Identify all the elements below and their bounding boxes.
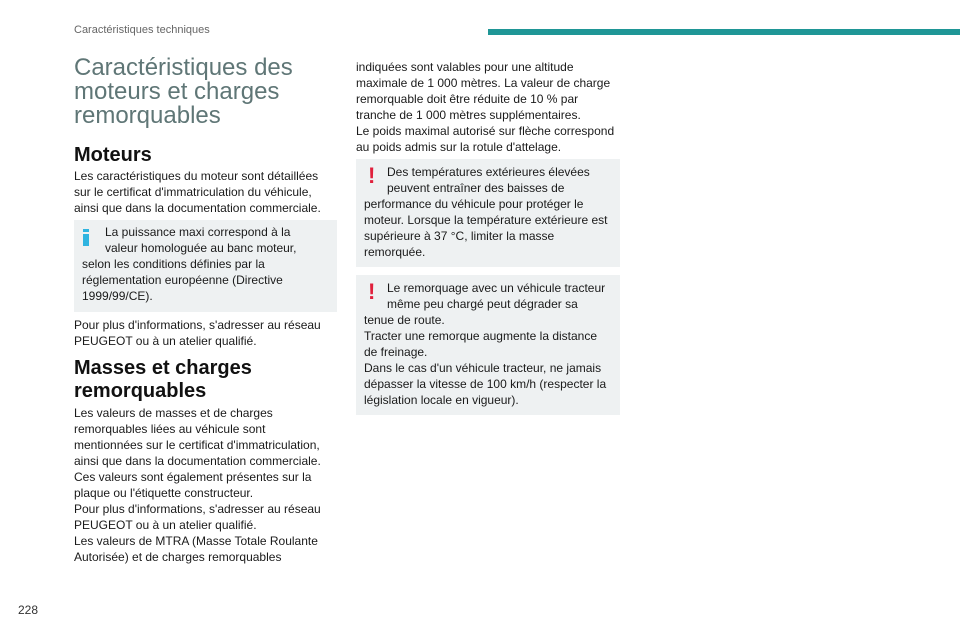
text-line: Le poids maximal autorisé sur flèche correspond [356, 124, 615, 138]
text-line: sur le certificat d'immatriculation du véhicule, [74, 185, 312, 199]
text-line: ainsi que dans la documentation commerciale. [74, 454, 321, 468]
text-line: performance du véhicule pour protéger le [364, 197, 584, 211]
text-line: dépasser la vitesse de 100 km/h (respecter la [364, 377, 607, 391]
text-line: La puissance maxi correspond à la [105, 225, 291, 239]
header-accent-bar [488, 29, 960, 35]
warning-icon: ! [368, 163, 376, 188]
heading-line: Masses et charges [74, 357, 252, 379]
text-line: ainsi que dans la documentation commerciale. [74, 201, 321, 215]
text-line: PEUGEOT ou à un atelier qualifié. [74, 518, 257, 532]
text-line: remorquables liées au véhicule sont [74, 422, 266, 436]
text-line: au poids admis sur la rotule d'attelage. [356, 140, 562, 154]
text-line: même peu chargé peut dégrader sa [387, 297, 578, 311]
text-line: moteur. Lorsque la température extérieure est [364, 213, 608, 227]
warning-box-towing [356, 275, 620, 415]
heading-moteurs: Moteurs [74, 144, 152, 166]
running-header: Caractéristiques techniques [74, 24, 210, 36]
moteurs-paragraph [74, 168, 321, 216]
text-line: Pour plus d'informations, s'adresser au réseau [74, 318, 321, 332]
text-line: Des températures extérieures élevées [387, 165, 590, 179]
heading-masses [74, 357, 252, 403]
text-line: PEUGEOT ou à un atelier qualifié. [74, 334, 257, 348]
heading-line: remorquables [74, 380, 207, 402]
text-line: tranche de 1 000 mètres supplémentaires. [356, 108, 581, 122]
page-number: 228 [18, 603, 39, 617]
text-line: Le remorquage avec un véhicule tracteur [387, 281, 606, 295]
text-line: plaque ou l'étiquette constructeur. [74, 486, 254, 500]
text-line: selon les conditions définies par la [82, 257, 265, 271]
text-line: Tracter une remorque augmente la distance [364, 329, 598, 343]
title-line: remorquables [74, 102, 221, 129]
page-title [74, 56, 334, 128]
text-line: de freinage. [364, 345, 428, 359]
text-line: Les valeurs de masses et de charges [74, 406, 273, 420]
moteurs-paragraph-2 [74, 317, 321, 349]
text-line: remorquée. [364, 245, 426, 259]
text-line: Autorisée) et de charges remorquables [74, 550, 282, 564]
text-line: Dans le cas d'un véhicule tracteur, ne jamais [364, 361, 602, 375]
masses-paragraph [74, 405, 321, 565]
text-line: peuvent entraîner des baisses de [387, 181, 565, 195]
text-line: remorquable doit être réduite de 10 % par [356, 92, 579, 106]
text-line: Les caractéristiques du moteur sont détaillées [74, 169, 319, 183]
warning-icon: ! [368, 279, 376, 304]
title-line: Caractéristiques des [74, 54, 293, 81]
text-line: Ces valeurs sont également présentes sur la [74, 470, 312, 484]
text-line: mentionnées sur le certificat d'immatriculation, [74, 438, 320, 452]
title-line: moteurs et charges [74, 78, 280, 105]
text-line: tenue de route. [364, 313, 445, 327]
masses-paragraph-continued [356, 59, 614, 155]
text-line: valeur homologuée au banc moteur, [105, 241, 297, 255]
text-line: législation locale en vigueur). [364, 393, 519, 407]
warning-box-temperature [356, 159, 620, 267]
info-box [74, 220, 337, 312]
text-line: 1999/99/CE). [82, 289, 153, 303]
text-line: maximale de 1 000 mètres. La valeur de charge [356, 76, 611, 90]
text-line: supérieure à 37 °C, limiter la masse [364, 229, 555, 243]
text-line: réglementation européenne (Directive [82, 273, 283, 287]
text-line: Les valeurs de MTRA (Masse Totale Roulante [74, 534, 318, 548]
info-icon [83, 229, 89, 246]
text-line: indiquées sont valables pour une altitude [356, 60, 574, 74]
text-line: Pour plus d'informations, s'adresser au réseau [74, 502, 321, 516]
